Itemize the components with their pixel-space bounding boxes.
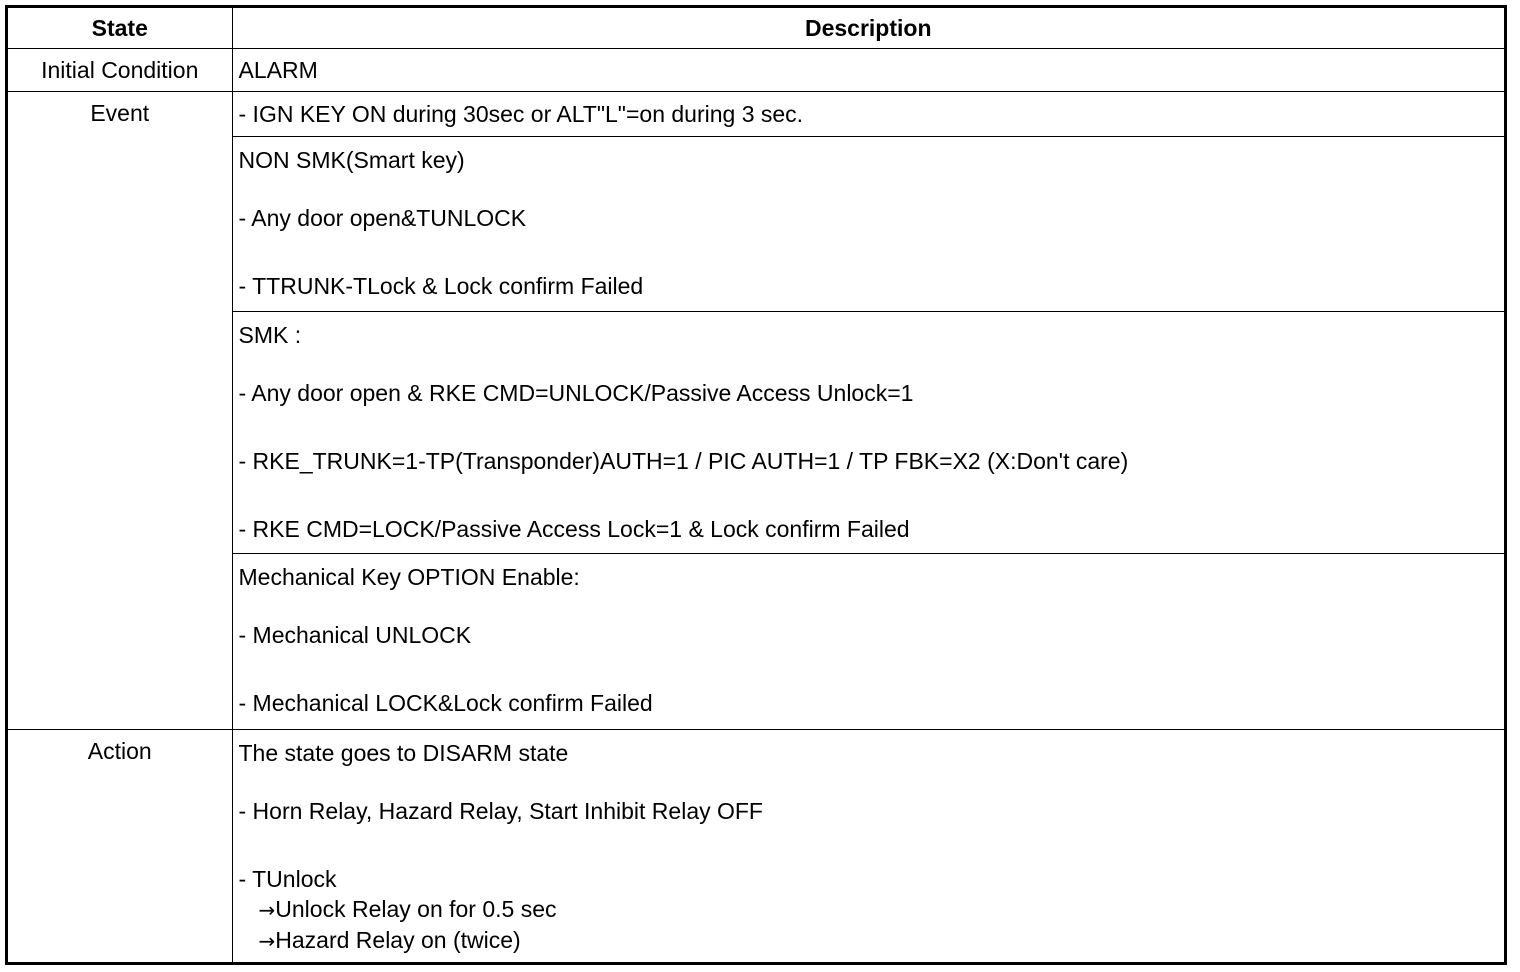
action-subitem <box>239 894 1499 925</box>
mechanical-title: Mechanical Key OPTION Enable: <box>238 564 580 590</box>
smk-title: SMK : <box>238 322 302 348</box>
mechanical-item: - Mechanical UNLOCK <box>238 622 472 648</box>
action-state: Action <box>8 730 232 963</box>
state-table <box>8 8 1504 962</box>
right-arrow-icon: → <box>258 898 276 922</box>
action-subitem-text: Unlock Relay on for 0.5 sec <box>275 896 557 922</box>
action-item: - TUnlock <box>238 866 337 892</box>
initial-condition-description: ALARM <box>232 49 1504 92</box>
non-smk-item: - TTRUNK-TLock & Lock confirm Failed <box>238 273 644 299</box>
action-row <box>8 730 1504 963</box>
event-non-smk-description <box>232 137 1504 312</box>
initial-condition-state: Initial Condition <box>8 49 232 92</box>
event-smk-description <box>232 312 1504 554</box>
header-row <box>8 8 1504 49</box>
description-column-header: Description <box>232 8 1504 49</box>
action-item: - Horn Relay, Hazard Relay, Start Inhibit Relay OFF <box>238 798 763 824</box>
action-description <box>232 730 1504 963</box>
event-row-ign <box>8 92 1504 137</box>
event-state: Event <box>8 92 232 730</box>
event-row-non-smk <box>8 137 1504 312</box>
non-smk-title: NON SMK(Smart key) <box>238 147 465 173</box>
right-arrow-icon: → <box>258 929 276 953</box>
event-mechanical-description <box>232 554 1504 730</box>
mechanical-item: - Mechanical LOCK&Lock confirm Failed <box>238 690 653 716</box>
non-smk-item: - Any door open&TUNLOCK <box>238 205 527 231</box>
event-ign-line: - IGN KEY ON during 30sec or ALT"L"=on during 3 sec. <box>238 101 804 127</box>
smk-item: - RKE_TRUNK=1-TP(Transponder)AUTH=1 / PIC AUTH=1 / TP FBK=X2 (X:Don't care) <box>238 448 1129 474</box>
state-table-container <box>5 5 1507 965</box>
action-title: The state goes to DISARM state <box>238 740 569 766</box>
action-subitem <box>239 925 1499 956</box>
event-row-mechanical <box>8 554 1504 730</box>
smk-item: - RKE CMD=LOCK/Passive Access Lock=1 & Lock confirm Failed <box>238 516 910 542</box>
initial-condition-row <box>8 49 1504 92</box>
smk-item: - Any door open & RKE CMD=UNLOCK/Passive Access Unlock=1 <box>238 380 914 406</box>
action-subitem-text: Hazard Relay on (twice) <box>275 927 521 953</box>
event-row-smk <box>8 312 1504 554</box>
event-ign-description <box>232 92 1504 137</box>
state-column-header: State <box>8 8 232 49</box>
